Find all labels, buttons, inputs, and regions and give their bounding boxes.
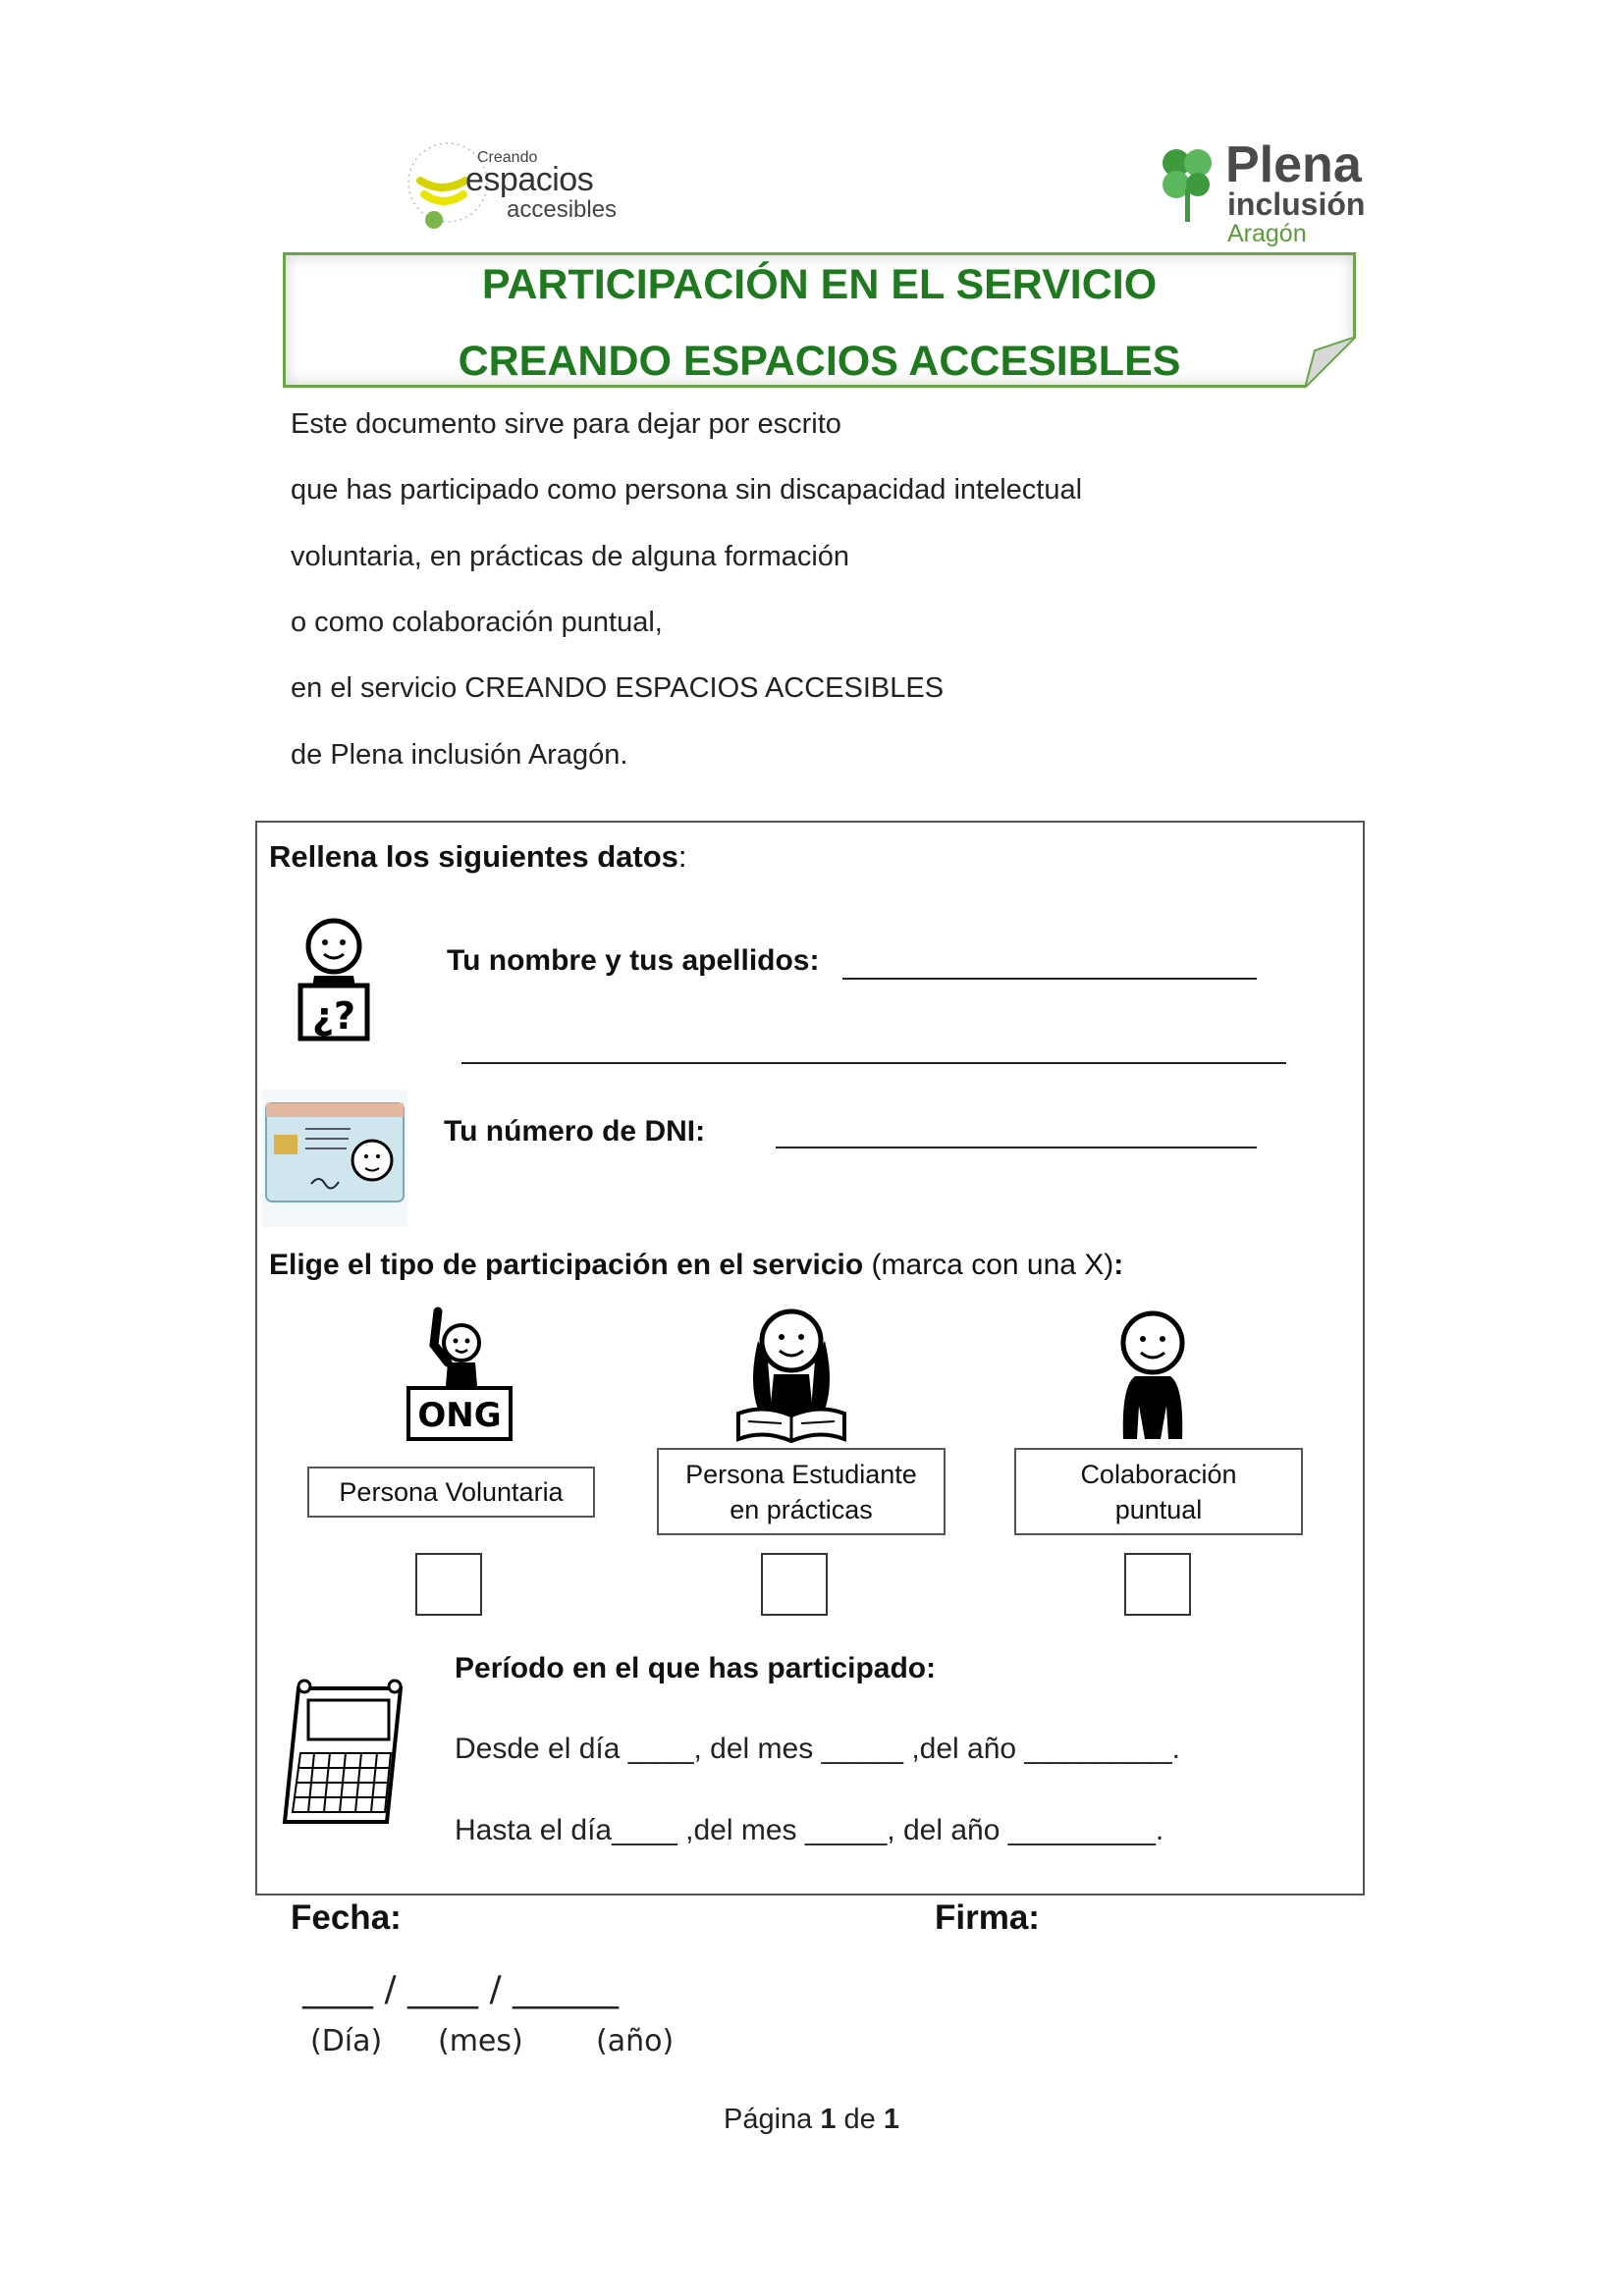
form-heading-text: Rellena los siguientes datos	[269, 839, 678, 874]
title-line-2: CREANDO ESPACIOS ACCESIBLES	[458, 338, 1181, 385]
page-footer	[0, 2104, 1623, 2136]
option-volunteer-box	[307, 1467, 595, 1518]
period-from-line[interactable]: Desde el día ____, del mes _____ ,del año _________.	[455, 1733, 1180, 1765]
intro-line: Este documento sirve para dejar por escrito	[291, 408, 841, 440]
date-part-year: (año)	[596, 2024, 675, 2058]
footer-page-number: 1	[820, 2104, 837, 2135]
title-box	[283, 252, 1356, 388]
footer-prefix: Página	[723, 2104, 821, 2135]
date-label: Fecha:	[291, 1898, 402, 1937]
person-question-icon	[275, 913, 399, 1050]
checkbox-collaboration[interactable]	[1124, 1553, 1191, 1616]
name-field-line-2[interactable]	[461, 1062, 1286, 1064]
name-label: Tu nombre y tus apellidos:	[447, 944, 820, 977]
option-collaboration-label-1: Colaboración	[1080, 1459, 1237, 1489]
option-student-label-1: Persona Estudiante	[685, 1459, 917, 1489]
plena-inclusion-logo	[1157, 136, 1382, 247]
student-reading-icon	[734, 1304, 848, 1445]
choose-type-hint: (marca con una X)	[863, 1249, 1114, 1281]
logo-right-line1: Plena	[1225, 136, 1362, 193]
intro-line: que has participado como persona sin discapacidad intelectual	[291, 474, 1083, 506]
signature-label: Firma:	[935, 1898, 1040, 1937]
logo-right-line2: inclusión	[1227, 187, 1366, 222]
form-heading	[269, 839, 687, 875]
intro-line: voluntaria, en prácticas de alguna formación	[291, 541, 850, 572]
footer-middle: de	[836, 2104, 884, 2135]
option-collaboration-label-2: puntual	[1114, 1494, 1203, 1524]
date-blanks[interactable]: ____ / ____ / ______	[302, 1969, 620, 2009]
volunteer-raising-hand-icon	[405, 1306, 514, 1445]
dni-field-line[interactable]	[776, 1147, 1257, 1148]
calendar-icon	[279, 1677, 412, 1826]
creando-espacios-logo	[403, 137, 628, 236]
person-smiling-icon	[1106, 1308, 1200, 1443]
dni-label: Tu número de DNI:	[444, 1115, 706, 1148]
period-title: Período en el que has participado:	[455, 1652, 937, 1684]
checkbox-student[interactable]	[761, 1553, 828, 1616]
option-student-label-2: en prácticas	[730, 1494, 873, 1524]
name-field-line-1[interactable]	[842, 978, 1257, 980]
clover-icon	[1157, 145, 1221, 226]
intro-line: en el servicio CREANDO ESPACIOS ACCESIBLES	[291, 672, 945, 704]
logo-left-line2: espacios	[465, 161, 594, 198]
date-part-month: (mes)	[438, 2024, 523, 2058]
period-to-line[interactable]: Hasta el día____ ,del mes _____, del año _________.	[455, 1814, 1164, 1846]
intro-line: de Plena inclusión Aragón.	[291, 739, 628, 771]
option-volunteer-label: Persona Voluntaria	[339, 1477, 564, 1507]
intro-line: o como colaboración puntual,	[291, 607, 663, 638]
choose-type-bold: Elige el tipo de participación en el servicio	[269, 1249, 864, 1281]
page-curl-icon	[1305, 337, 1356, 388]
form-heading-colon: :	[677, 839, 687, 874]
logo-left-line3: accesibles	[507, 196, 618, 223]
choose-type-colon: :	[1113, 1249, 1124, 1281]
checkbox-volunteer[interactable]	[415, 1553, 482, 1616]
option-collaboration-box	[1014, 1448, 1303, 1535]
choose-type-heading	[269, 1249, 1123, 1282]
ong-sign-text: ONG	[417, 1396, 502, 1435]
logo-left-line1: Creando	[477, 149, 538, 166]
date-part-day: (Día)	[310, 2024, 383, 2058]
svg-text:¿?: ¿?	[311, 994, 356, 1038]
id-card-icon	[262, 1090, 407, 1227]
footer-page-total: 1	[883, 2104, 899, 2135]
title-line-1: PARTICIPACIÓN EN EL SERVICIO	[481, 261, 1158, 308]
logo-right-line3: Aragón	[1227, 220, 1307, 247]
option-student-box	[657, 1448, 946, 1535]
